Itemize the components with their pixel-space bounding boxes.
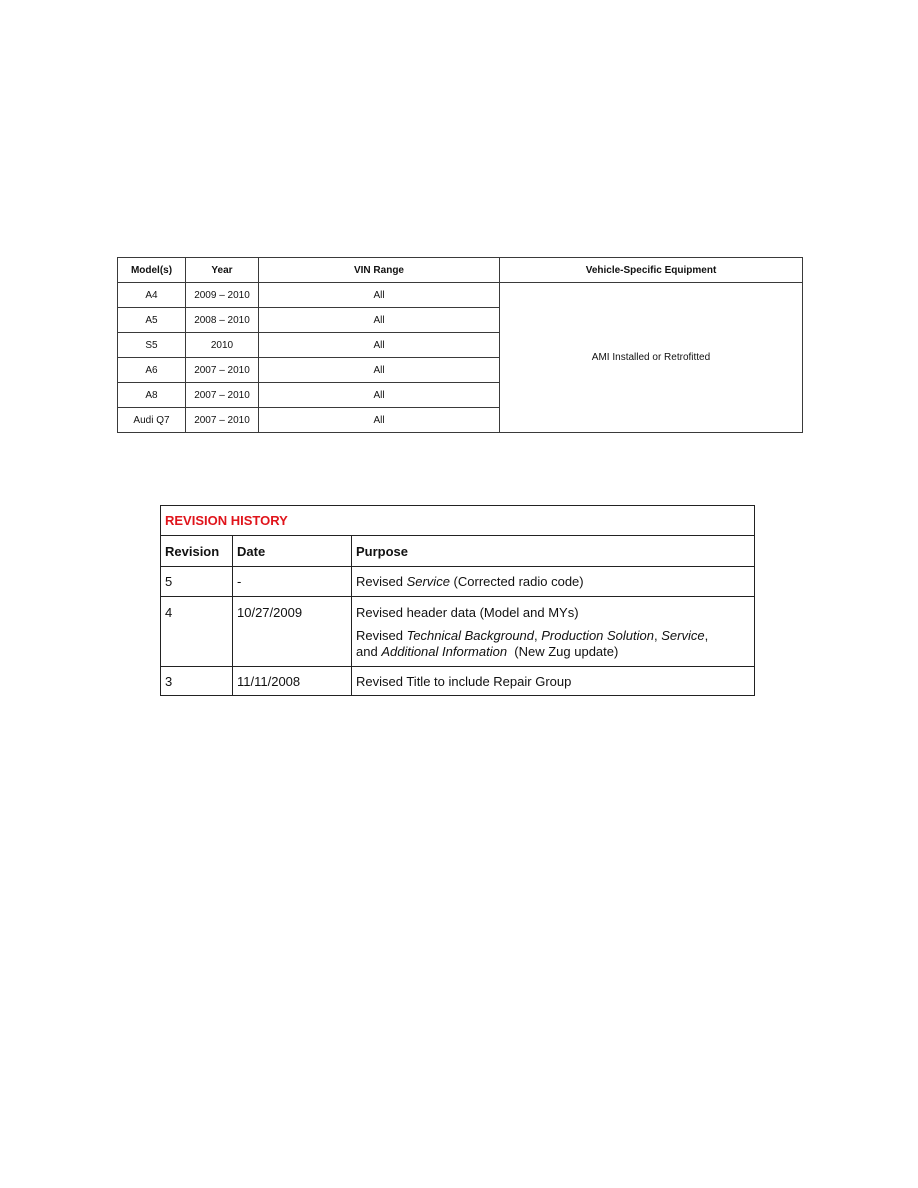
header-purpose: Purpose	[352, 536, 755, 567]
header-year: Year	[186, 258, 259, 283]
purpose-emphasis: Service	[661, 628, 705, 643]
vin-cell: All	[259, 333, 500, 358]
vin-cell: All	[259, 308, 500, 333]
year-cell: 2010	[186, 333, 259, 358]
header-revision: Revision	[161, 536, 233, 567]
purpose-text: Revised	[356, 574, 407, 589]
purpose-line	[356, 628, 750, 644]
vin-cell: All	[259, 383, 500, 408]
year-cell: 2009 – 2010	[186, 283, 259, 308]
model-cell: A4	[118, 283, 186, 308]
applicability-header-row	[118, 258, 803, 283]
vin-cell: All	[259, 283, 500, 308]
purpose-cell	[352, 567, 755, 597]
revision-cell: 5	[161, 567, 233, 597]
purpose-emphasis: Additional Information	[381, 644, 508, 659]
model-cell: S5	[118, 333, 186, 358]
purpose-cell: Revised Title to include Repair Group	[352, 667, 755, 696]
model-cell: A5	[118, 308, 186, 333]
purpose-text: ,	[704, 628, 709, 643]
vin-cell: All	[259, 408, 500, 433]
revision-history-title: REVISION HISTORY	[161, 506, 755, 536]
model-cell: A6	[118, 358, 186, 383]
purpose-emphasis: Technical Background	[406, 628, 535, 643]
purpose-emphasis: Service	[406, 574, 450, 589]
year-cell: 2007 – 2010	[186, 383, 259, 408]
vin-cell: All	[259, 358, 500, 383]
purpose-text: (Corrected radio code)	[449, 574, 584, 589]
table-row	[118, 283, 803, 308]
date-cell: 10/27/2009	[233, 597, 352, 667]
purpose-line: Revised header data (Model and MYs)	[356, 605, 579, 620]
purpose-emphasis: Production Solution	[541, 628, 654, 643]
year-cell: 2008 – 2010	[186, 308, 259, 333]
purpose-text: ,	[534, 628, 542, 643]
table-row	[161, 567, 755, 597]
purpose-text: (New Zug update)	[507, 644, 619, 659]
model-cell: A8	[118, 383, 186, 408]
model-cell: Audi Q7	[118, 408, 186, 433]
revision-history-table	[160, 505, 755, 696]
equipment-cell: AMI Installed or Retrofitted	[500, 283, 803, 433]
revision-cell: 4	[161, 597, 233, 667]
applicability-table	[117, 257, 803, 433]
year-cell: 2007 – 2010	[186, 408, 259, 433]
revision-header-row	[161, 536, 755, 567]
year-cell: 2007 – 2010	[186, 358, 259, 383]
table-row	[161, 667, 755, 696]
purpose-text: and	[356, 644, 382, 659]
header-equipment: Vehicle-Specific Equipment	[500, 258, 803, 283]
table-row	[161, 597, 755, 667]
purpose-text: Revised	[356, 628, 407, 643]
header-models: Model(s)	[118, 258, 186, 283]
date-cell: -	[233, 567, 352, 597]
purpose-line	[356, 644, 750, 660]
header-vin-range: VIN Range	[259, 258, 500, 283]
revision-title-row	[161, 506, 755, 536]
purpose-cell	[352, 597, 755, 667]
header-date: Date	[233, 536, 352, 567]
date-cell: 11/11/2008	[233, 667, 352, 696]
revision-cell: 3	[161, 667, 233, 696]
purpose-text: ,	[654, 628, 662, 643]
